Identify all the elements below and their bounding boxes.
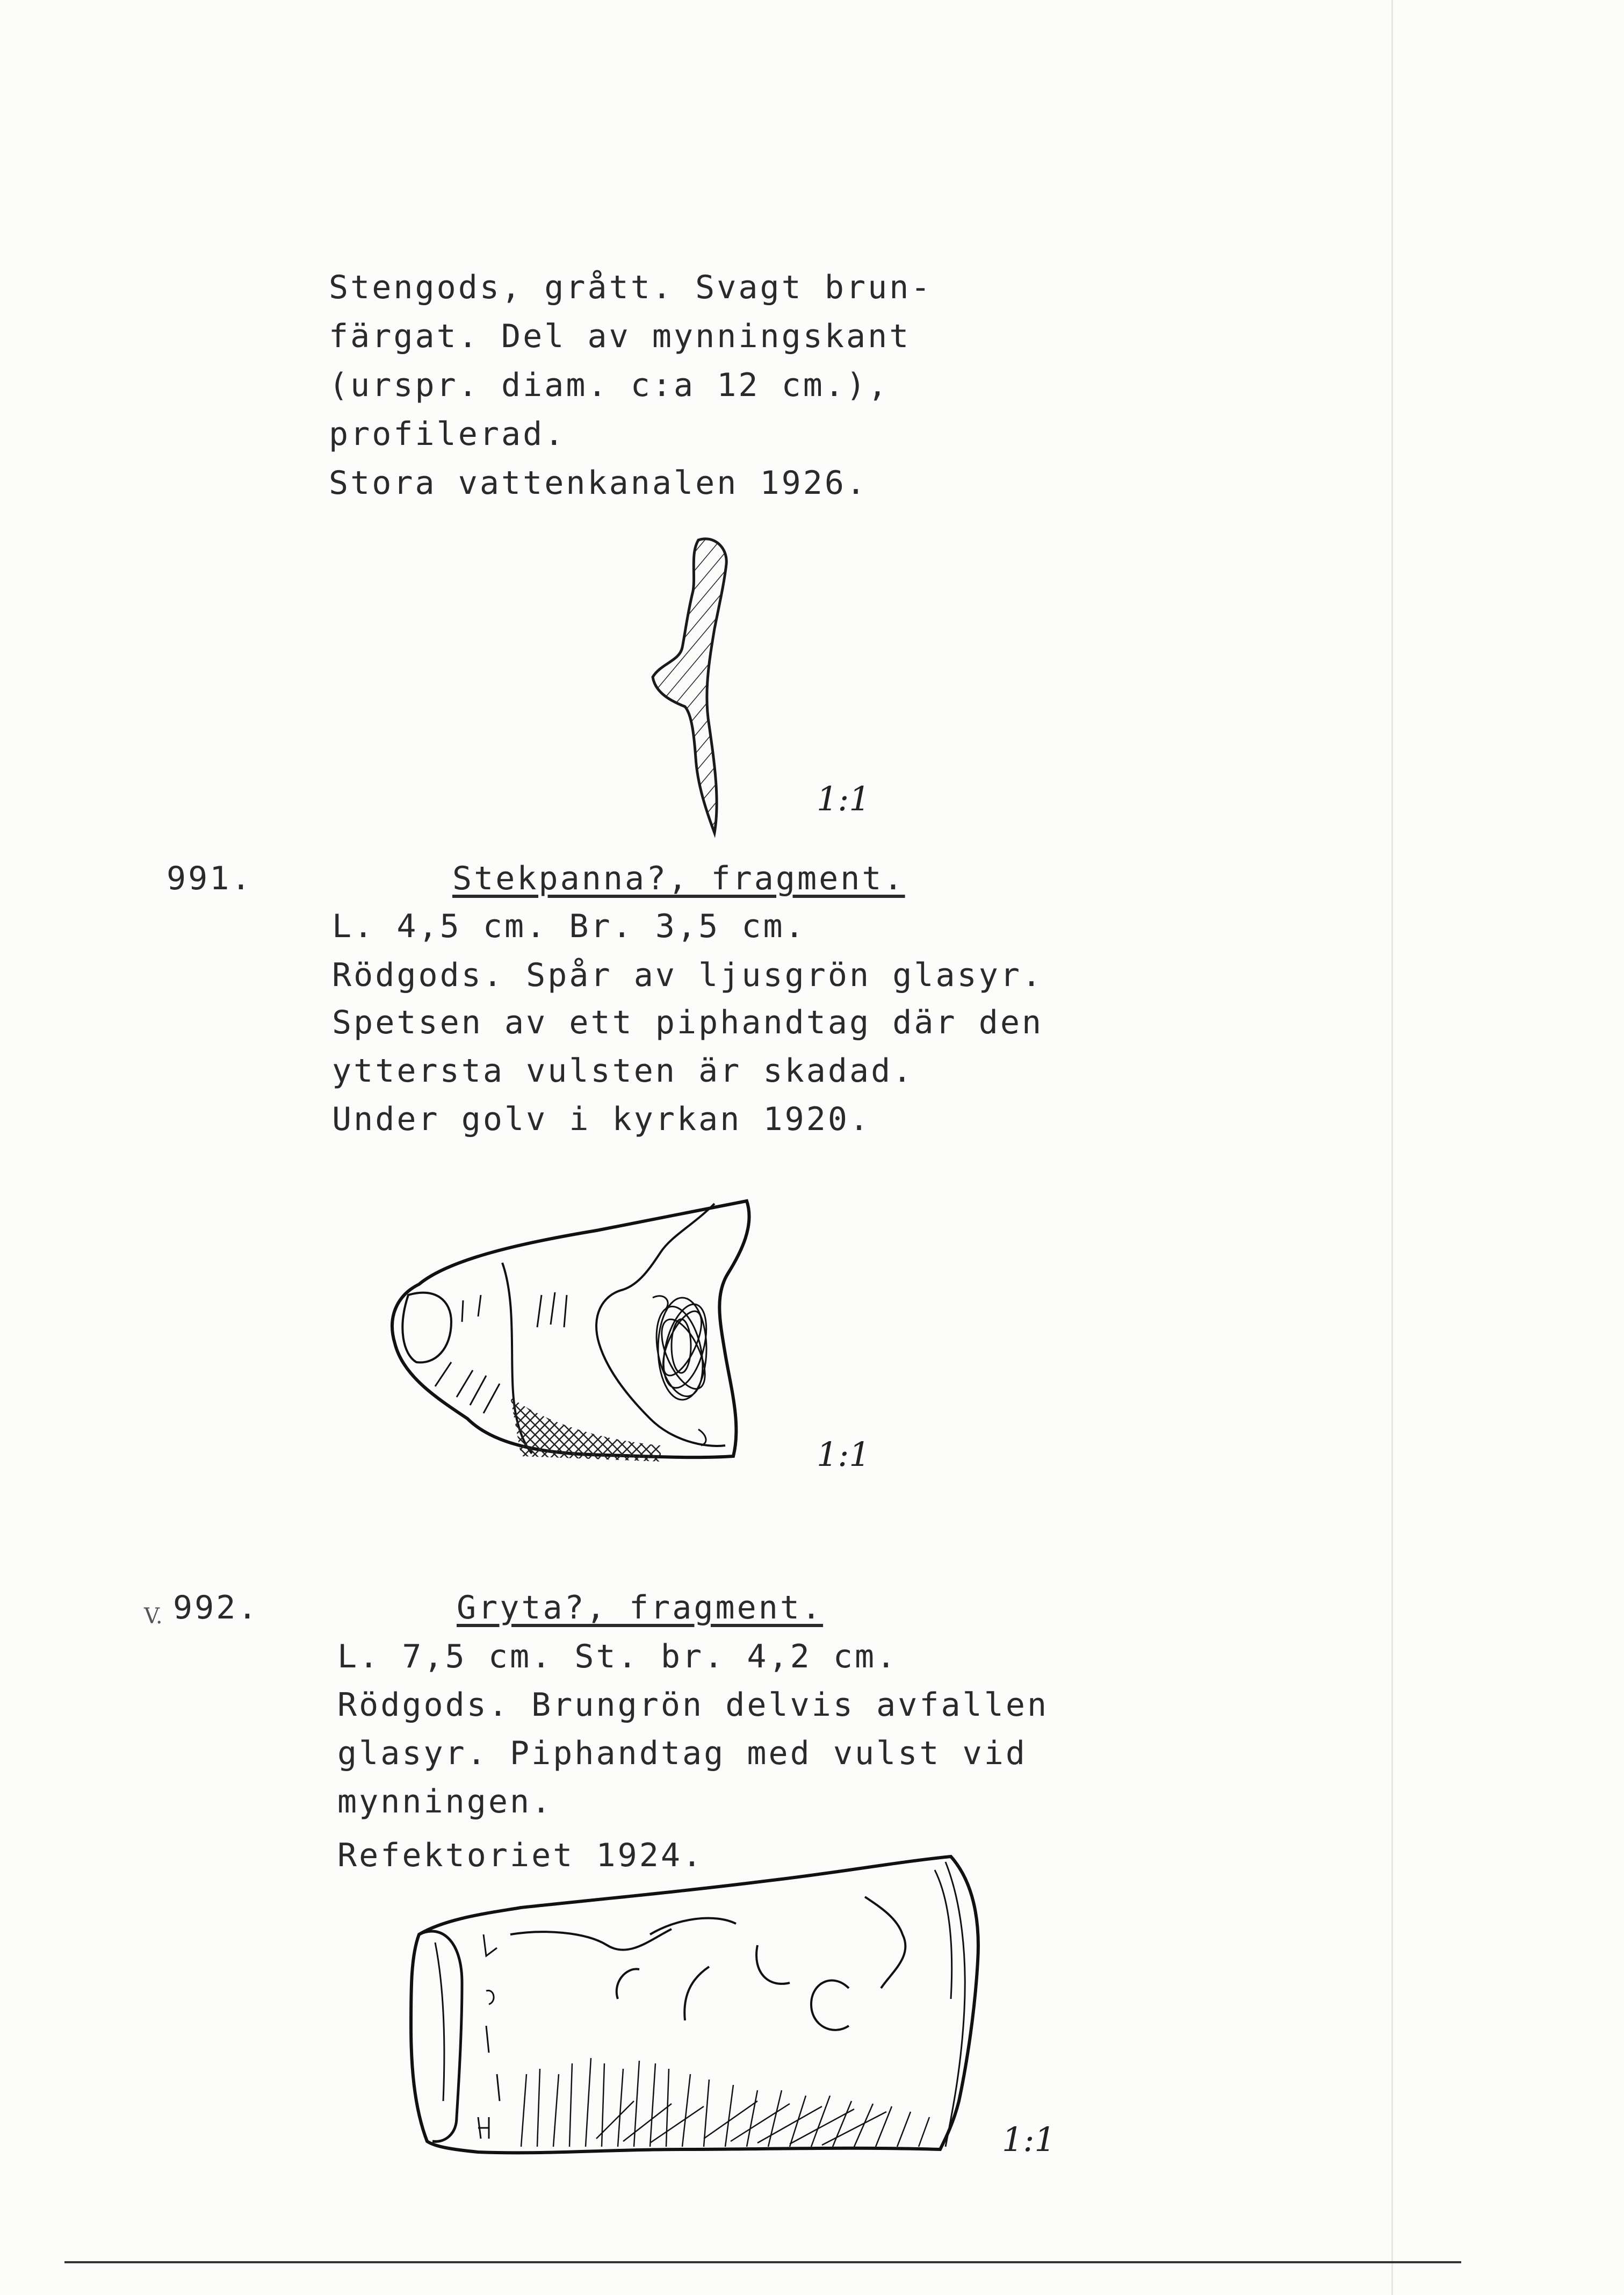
entry-992-line: Rödgods. Brungrön delvis avfallen	[337, 1686, 1049, 1724]
catalog-number: 991.	[167, 860, 253, 897]
entry-991-line: L. 4,5 cm. Br. 3,5 cm.	[332, 908, 806, 945]
entry-991-line: Under golv i kyrkan 1920.	[332, 1100, 871, 1138]
scale-label: 1:1	[1002, 2120, 1056, 2159]
entry-990-line: färgat. Del av mynningskant	[329, 318, 911, 355]
scale-label: 1:1	[817, 1435, 870, 1474]
entry-992-line: Refektoriet 1924.	[337, 1837, 704, 1874]
entry-990-line: profilerad.	[329, 415, 566, 453]
page-edge-shadow	[1391, 0, 1393, 2295]
entry-title: Stekpanna?, fragment.	[452, 860, 905, 897]
catalog-number: 992.	[173, 1589, 259, 1627]
entry-990-line: Stengods, grått. Svagt brun-	[329, 269, 933, 306]
bottom-rule	[64, 2261, 1461, 2263]
margin-mark: V.	[144, 1604, 163, 1629]
rim-profile-drawing	[634, 532, 774, 844]
entry-992-line: L. 7,5 cm. St. br. 4,2 cm.	[337, 1638, 898, 1675]
entry-990-line: Stora vattenkanalen 1926.	[329, 464, 868, 502]
entry-title: Gryta?, fragment.	[457, 1589, 824, 1627]
entry-991-line: yttersta vulsten är skadad.	[332, 1052, 914, 1090]
entry-990-line: (urspr. diam. c:a 12 cm.),	[329, 366, 890, 404]
handle-tip-drawing	[371, 1193, 768, 1472]
pipe-handle-drawing	[381, 1848, 999, 2182]
entry-991-line: Rödgods. Spår av ljusgrön glasyr.	[332, 956, 1044, 994]
scale-label: 1:1	[817, 779, 870, 818]
entry-992-line: glasyr. Piphandtag med vulst vid	[337, 1735, 1027, 1772]
entry-992-line: mynningen.	[337, 1783, 553, 1821]
entry-991-line: Spetsen av ett piphandtag där den	[332, 1004, 1044, 1041]
